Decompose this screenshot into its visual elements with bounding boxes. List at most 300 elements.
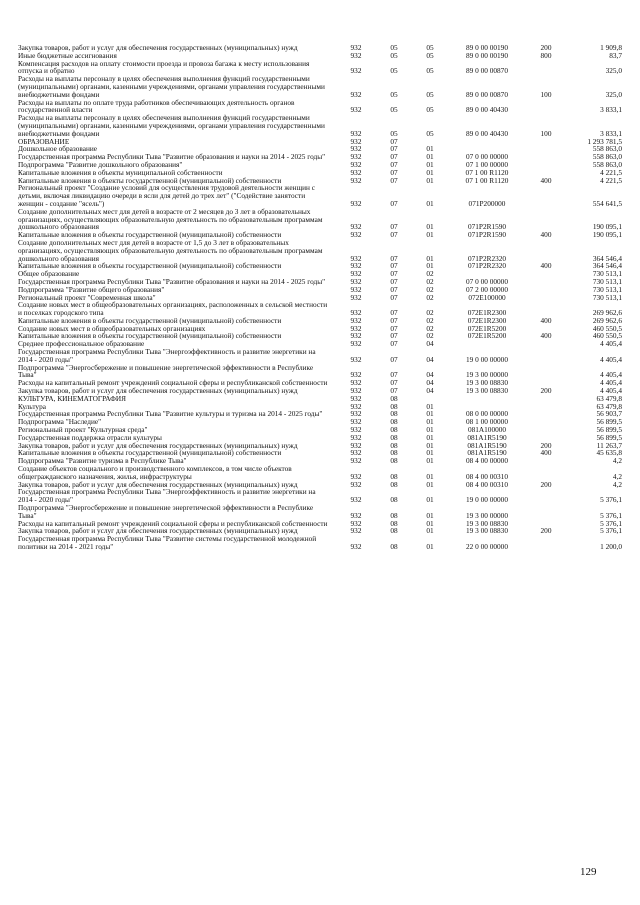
row-name: Региональный проект "Современная школа" [18,292,156,302]
row-ministry-code: 932 [350,378,362,388]
row-subsection-code: 01 [426,198,434,208]
row-subsection-code: 01 [426,432,434,442]
row-name: Подпрограмма "Наследие" [18,417,102,427]
row-target-code: 08 4 00 00000 [466,456,508,466]
row-subsection-code: 05 [426,105,434,115]
row-ministry-code: 932 [350,425,362,435]
row-subsection-code: 05 [426,128,434,138]
row-target-code: 081A1R5190 [467,448,507,458]
row-ministry-code: 932 [350,370,362,380]
row-subsection-code: 05 [426,89,434,99]
row-section-code: 07 [390,222,398,232]
row-section-code: 07 [390,159,398,169]
row-subsection-code: 01 [426,159,434,169]
row-subsection-code: 04 [426,339,434,349]
row-amount: 56 899,5 [596,425,622,435]
row-expense-type-code: 200 [540,43,552,52]
row-amount: 4,2 [612,479,622,489]
row-name: Расходы на капитальный ремонт учреждений социальной сферы и республиканской собственности [18,378,328,388]
row-amount: 558 863,0 [592,144,622,154]
row-target-code: 89 0 00 00190 [466,43,508,52]
row-name: Государственная программа Республики Тыва "Развитие образования и науки на 2014 - 2025 годы" [18,276,326,286]
row-target-code: 07 1 00 00000 [466,159,508,169]
row-section-code: 07 [390,339,398,349]
table-row [18,60,622,76]
row-ministry-code: 932 [350,393,362,403]
row-target-code: 07 0 00 00000 [466,152,508,162]
row-amount: 83,7 [609,50,622,60]
row-ministry-code: 932 [350,136,362,146]
table-row [18,395,622,403]
row-subsection-code: 01 [426,471,434,481]
row-subsection-code: 01 [426,518,434,528]
row-section-code: 07 [390,276,398,286]
row-amount: 5 376,1 [600,526,622,536]
row-target-code: 071P2R2320 [467,261,507,271]
row-name: Подпрограмма "Энергосбережение и повышение энергетической эффективности в Республике Тыва" [18,503,314,520]
row-target-code: 08 0 00 00000 [466,409,508,419]
row-section-code: 08 [390,542,398,551]
table-row [18,114,622,137]
row-target-code: 07 1 00 R1120 [465,167,509,177]
row-name: Компенсация расходов на оплату стоимости проезда и провоза багажа к месту использования отпуска и обратно [18,58,310,76]
row-amount: 460 550,5 [592,331,622,341]
row-amount: 1 293 781,5 [587,136,622,146]
row-name: Капитальные вложения в объекты государственной (муниципальной) собственности [18,261,282,271]
row-section-code: 07 [390,253,398,263]
row-section-code: 08 [390,510,398,520]
row-amount: 63 479,8 [596,393,622,403]
row-ministry-code: 932 [350,401,362,411]
row-subsection-code: 01 [426,230,434,240]
row-section-code: 07 [390,167,398,177]
row-subsection-code: 01 [426,510,434,520]
row-subsection-code: 01 [426,409,434,419]
row-target-code: 072E1R5200 [467,331,507,341]
budget-table [18,44,622,551]
row-section-code: 08 [390,401,398,411]
row-target-code: 071P2R1590 [467,222,507,232]
row-section-code: 07 [390,152,398,162]
row-amount: 730 513,1 [592,284,622,294]
row-amount: 4,2 [612,471,622,481]
row-ministry-code: 932 [350,448,362,458]
row-target-code: 19 0 00 00000 [466,495,508,505]
table-row [18,239,622,262]
row-ministry-code: 932 [350,269,362,279]
row-section-code: 07 [390,198,398,208]
row-name: Закупка товаров, работ и услуг для обеспечения государственных (муниципальных) нужд [18,43,298,52]
row-amount: 4 221,5 [600,167,622,177]
row-amount: 11 263,7 [596,440,622,450]
row-expense-type-code: 400 [540,261,552,271]
row-section-code: 07 [390,261,398,271]
row-amount: 63 479,8 [596,401,622,411]
row-section-code: 07 [390,386,398,396]
row-subsection-code: 02 [426,331,434,341]
row-target-code: 072E100000 [468,292,506,302]
row-target-code: 19 3 00 08830 [466,378,508,388]
row-ministry-code: 932 [350,292,362,302]
row-name: Государственная программа Республики Тыва "Энергоэффективность и развитие энергетики на 2014 - 2020 годы" [18,487,316,505]
row-name: Капитальные вложения в объекты государственной (муниципальной) собственности [18,230,282,240]
row-target-code: 072E1R5200 [467,323,507,333]
row-target-code: 071P200000 [468,198,506,208]
row-section-code: 05 [390,89,398,99]
row-name: Расходы на выплаты по оплате труда работников обеспечивающих деятельность органов государственной власти [18,97,295,115]
row-section-code: 07 [390,144,398,154]
row-name: Дошкольное образование [18,144,98,154]
table-row [18,184,622,207]
row-ministry-code: 932 [350,222,362,232]
row-section-code: 08 [390,471,398,481]
row-section-code: 08 [390,432,398,442]
row-amount: 4 405,4 [600,378,622,388]
row-name: Подпрограмма "Развитие общего образования" [18,284,165,294]
row-amount: 4 405,4 [600,339,622,349]
row-subsection-code: 02 [426,276,434,286]
row-expense-type-code: 100 [540,89,552,99]
row-ministry-code: 932 [350,479,362,489]
row-subsection-code: 02 [426,315,434,325]
row-section-code: 05 [390,50,398,60]
row-ministry-code: 932 [350,526,362,536]
row-amount: 4 405,4 [600,354,622,364]
row-section-code: 07 [390,292,398,302]
row-section-code: 07 [390,331,398,341]
row-ministry-code: 932 [350,144,362,154]
row-target-code: 072E1R2300 [467,308,507,318]
table-row [18,364,622,380]
row-ministry-code: 932 [350,354,362,364]
table-row [18,262,622,270]
row-subsection-code: 04 [426,378,434,388]
row-target-code: 89 0 00 00190 [466,50,508,60]
row-ministry-code: 932 [350,175,362,185]
table-row [18,465,622,481]
row-section-code: 07 [390,354,398,364]
row-name: Расходы на выплаты персоналу в целях обеспечения выполнения функций государственными (муниципальными) органами, казенными учреждениями, органами управления государственными внебюджетными фондами [18,74,325,99]
row-section-code: 08 [390,440,398,450]
row-target-code: 07 2 00 00000 [466,284,508,294]
row-ministry-code: 932 [350,66,362,76]
row-expense-type-code: 400 [540,331,552,341]
row-target-code: 89 0 00 00870 [466,66,508,76]
row-subsection-code: 04 [426,370,434,380]
row-section-code: 07 [390,378,398,388]
row-name: Общее образование [18,269,80,279]
row-target-code: 22 0 00 00000 [466,542,508,551]
row-amount: 558 863,0 [592,152,622,162]
row-section-code: 08 [390,526,398,536]
row-section-code: 07 [390,308,398,318]
row-section-code: 08 [390,518,398,528]
row-target-code: 081A1R5190 [467,432,507,442]
row-expense-type-code: 400 [540,448,552,458]
row-ministry-code: 932 [350,198,362,208]
row-name: Создание новых мест в общеобразовательных организациях, расположенных в сельской местности и поселках городского типа [18,300,328,318]
row-subsection-code: 02 [426,284,434,294]
row-name: Расходы на капитальный ремонт учреждений социальной сферы и республиканской собственности [18,518,328,528]
row-name: Подпрограмма "Развитие дошкольного образования" [18,159,183,169]
row-amount: 558 863,0 [592,159,622,169]
row-name: Расходы на выплаты персоналу в целях обеспечения выполнения функций государственными (муниципальными) органами, казенными учреждениями, органами управления государственными внебюджетными фондами [18,113,325,138]
row-target-code: 08 4 00 00310 [466,479,508,489]
row-target-code: 07 0 00 00000 [466,276,508,286]
row-ministry-code: 932 [350,253,362,263]
row-subsection-code: 01 [426,222,434,232]
row-expense-type-code: 200 [540,479,552,489]
row-name: Государственная программа Республики Тыва "Энергоэффективность и развитие энергетики на 2014 - 2020 годы" [18,347,316,364]
row-ministry-code: 932 [350,495,362,505]
row-amount: 364 546,4 [592,253,622,263]
row-target-code: 19 3 00 00000 [466,510,508,520]
row-name: Закупка товаров, работ и услуг для обеспечения государственных (муниципальных) нужд [18,386,298,396]
row-target-code: 08 1 00 00000 [466,417,508,427]
row-name: Капитальные вложения в объекты государственной (муниципальной) собственности [18,448,282,458]
row-name: Создание объектов социального и производственного комплексов, в том числе объектов общегражданского назначения, жилья, инфраструктуры [18,464,292,481]
row-target-code: 072E1R2300 [467,315,507,325]
row-section-code: 07 [390,175,398,185]
row-subsection-code: 01 [426,448,434,458]
row-name: Закупка товаров, работ и услуг для обеспечения государственных (муниципальных) нужд [18,479,298,489]
row-expense-type-code: 800 [540,50,552,60]
row-subsection-code: 01 [426,479,434,489]
row-subsection-code: 01 [426,495,434,505]
row-section-code: 08 [390,393,398,403]
row-section-code: 07 [390,136,398,146]
row-subsection-code: 05 [426,43,434,52]
row-name: Государственная программа Республики Тыва "Развитие культуры и туризма на 2014 - 2025 годы" [18,409,323,419]
row-name: Создание дополнительных мест для детей в возрасте от 2 месяцев до 3 лет в образовательных организациях, осуществляющих образовательную деятельность по образовательным программам дошкольного образования [18,206,323,232]
row-expense-type-code: 200 [540,526,552,536]
row-amount: 460 550,5 [592,323,622,333]
row-subsection-code: 01 [426,167,434,177]
table-row [18,348,622,364]
row-ministry-code: 932 [350,471,362,481]
row-ministry-code: 932 [350,518,362,528]
row-amount: 730 513,1 [592,269,622,279]
row-amount: 325,0 [605,66,622,76]
row-section-code: 07 [390,269,398,279]
row-amount: 554 641,5 [592,198,622,208]
row-amount: 5 376,1 [600,510,622,520]
row-subsection-code: 04 [426,386,434,396]
row-name: Подпрограмма "Энергосбережение и повышение энергетической эффективности в Республике Тыва" [18,362,314,380]
table-row [18,75,622,98]
row-name: Капитальные вложения в объекты государственной (муниципальной) собственности [18,331,282,341]
row-expense-type-code: 200 [540,440,552,450]
row-target-code: 19 3 00 08830 [466,386,508,396]
row-name: КУЛЬТУРА, КИНЕМАТОГРАФИЯ [18,393,126,403]
row-amount: 190 095,1 [592,222,622,232]
row-subsection-code: 01 [426,253,434,263]
row-subsection-code: 02 [426,308,434,318]
row-ministry-code: 932 [350,323,362,333]
row-ministry-code: 932 [350,440,362,450]
row-ministry-code: 932 [350,417,362,427]
row-name: Государственная программа Республики Тыва "Развитие образования и науки на 2014 - 2025 годы" [18,152,326,162]
row-target-code: 19 0 00 00000 [466,354,508,364]
row-ministry-code: 932 [350,284,362,294]
row-expense-type-code: 400 [540,230,552,240]
row-target-code: 071P2R1590 [467,230,507,240]
row-subsection-code: 05 [426,66,434,76]
row-name: Культура [18,401,46,411]
row-amount: 4 405,4 [600,386,622,396]
row-amount: 3 833,1 [600,128,622,138]
row-amount: 1 909,8 [600,43,622,52]
row-name: Подпрограмма "Развитие туризма в Республике Тыва" [18,456,187,466]
row-section-code: 08 [390,479,398,489]
row-target-code: 89 0 00 40430 [466,128,508,138]
row-subsection-code: 01 [426,152,434,162]
row-ministry-code: 932 [350,128,362,138]
row-subsection-code: 01 [426,425,434,435]
row-name: Государственная поддержка отрасли культуры [18,432,162,442]
row-section-code: 07 [390,230,398,240]
row-section-code: 08 [390,448,398,458]
row-subsection-code: 01 [426,440,434,450]
row-ministry-code: 932 [350,230,362,240]
row-name: Региональный проект "Культурная среда" [18,425,148,435]
row-amount: 1 200,0 [600,542,622,551]
row-ministry-code: 932 [350,308,362,318]
row-section-code: 05 [390,105,398,115]
row-amount: 4 405,4 [600,370,622,380]
row-subsection-code: 01 [426,401,434,411]
row-amount: 56 899,5 [596,432,622,442]
row-name: Закупка товаров, работ и услуг для обеспечения государственных (муниципальных) нужд [18,440,298,450]
row-ministry-code: 932 [350,152,362,162]
row-amount: 325,0 [605,89,622,99]
row-target-code: 89 0 00 00870 [466,89,508,99]
row-subsection-code: 02 [426,269,434,279]
row-target-code: 081A100000 [467,425,507,435]
row-section-code: 08 [390,495,398,505]
row-amount: 4,2 [612,456,622,466]
row-subsection-code: 01 [426,261,434,271]
row-target-code: 89 0 00 40430 [466,105,508,115]
row-ministry-code: 932 [350,386,362,396]
row-section-code: 05 [390,43,398,52]
row-amount: 190 095,1 [592,230,622,240]
row-name: Капитальные вложения в объекты муниципальной собственности [18,167,223,177]
row-ministry-code: 932 [350,89,362,99]
row-name: Государственная программа Республики Тыва "Развитие системы государственной молодежной политики на 2014 - 2021 годы" [18,534,317,551]
row-target-code: 08 4 00 00310 [466,471,508,481]
row-name: Создание дополнительных мест для детей в возрасте от 1,5 до 3 лет в образовательных организациях, осуществляющих образовательную деятельность по образовательным программам дошкольного образования [18,237,323,263]
row-subsection-code: 05 [426,50,434,60]
row-amount: 56 903,7 [596,409,622,419]
row-subsection-code: 04 [426,354,434,364]
row-section-code: 07 [390,323,398,333]
row-section-code: 08 [390,456,398,466]
table-row [18,99,622,115]
row-ministry-code: 932 [350,456,362,466]
row-expense-type-code: 200 [540,386,552,396]
row-amount: 5 376,1 [600,495,622,505]
table-row [18,410,622,418]
row-ministry-code: 932 [350,159,362,169]
row-section-code: 08 [390,425,398,435]
row-expense-type-code: 400 [540,315,552,325]
row-ministry-code: 932 [350,276,362,286]
row-ministry-code: 932 [350,261,362,271]
row-ministry-code: 932 [350,432,362,442]
row-section-code: 07 [390,315,398,325]
row-amount: 5 376,1 [600,518,622,528]
table-row [18,138,622,146]
row-ministry-code: 932 [350,43,362,52]
table-row [18,504,622,520]
row-ministry-code: 932 [350,510,362,520]
row-name: Региональный проект "Создание условий для осуществления трудовой деятельности женщин с детьми, включая ликвидацию очереди в ясли для детей до трех лет" ("Содействие занятости женщин - создание "ясель") [18,183,315,208]
row-ministry-code: 932 [350,339,362,349]
table-row [18,488,622,504]
row-subsection-code: 01 [426,144,434,154]
row-amount: 730 513,1 [592,292,622,302]
row-amount: 730 513,1 [592,276,622,286]
table-row [18,535,622,551]
row-subsection-code: 01 [426,175,434,185]
row-section-code: 07 [390,284,398,294]
row-ministry-code: 932 [350,331,362,341]
row-name: ОБРАЗОВАНИЕ [18,136,70,146]
row-target-code: 19 3 00 08830 [466,518,508,528]
row-expense-type-code: 100 [540,128,552,138]
row-ministry-code: 932 [350,315,362,325]
row-subsection-code: 02 [426,323,434,333]
row-expense-type-code: 400 [540,175,552,185]
row-name: Создание новых мест в общеобразовательных организациях [18,323,206,333]
row-subsection-code: 01 [426,542,434,551]
row-target-code: 081A1R5190 [467,440,507,450]
row-ministry-code: 932 [350,409,362,419]
row-section-code: 08 [390,417,398,427]
row-amount: 269 962,6 [592,315,622,325]
row-section-code: 08 [390,409,398,419]
row-amount: 3 833,1 [600,105,622,115]
row-subsection-code: 01 [426,456,434,466]
row-name: Капитальные вложения в объекты государственной (муниципальной) собственности [18,315,282,325]
row-subsection-code: 02 [426,292,434,302]
row-ministry-code: 932 [350,167,362,177]
row-name: Капитальные вложения в объекты государственной (муниципальной) собственности [18,175,282,185]
table-row [18,208,622,231]
table-row [18,301,622,317]
row-target-code: 19 3 00 08830 [466,526,508,536]
row-section-code: 05 [390,128,398,138]
row-name: Закупка товаров, работ и услуг для обеспечения государственных (муниципальных) нужд [18,526,298,536]
row-section-code: 05 [390,66,398,76]
row-amount: 45 635,8 [596,448,622,458]
row-target-code: 19 3 00 00000 [466,370,508,380]
row-amount: 364 546,4 [592,261,622,271]
row-amount: 4 221,5 [600,175,622,185]
row-subsection-code: 01 [426,526,434,536]
row-name: Иные бюджетные ассигнования [18,50,117,60]
row-name: Среднее профессиональное образование [18,339,145,349]
row-amount: 269 962,6 [592,308,622,318]
row-section-code: 07 [390,370,398,380]
row-subsection-code: 01 [426,417,434,427]
row-target-code: 071P2R2320 [467,253,507,263]
page-number: 129 [580,866,597,878]
row-ministry-code: 932 [350,542,362,551]
row-amount: 56 899,5 [596,417,622,427]
row-target-code: 07 1 00 R1120 [465,175,509,185]
